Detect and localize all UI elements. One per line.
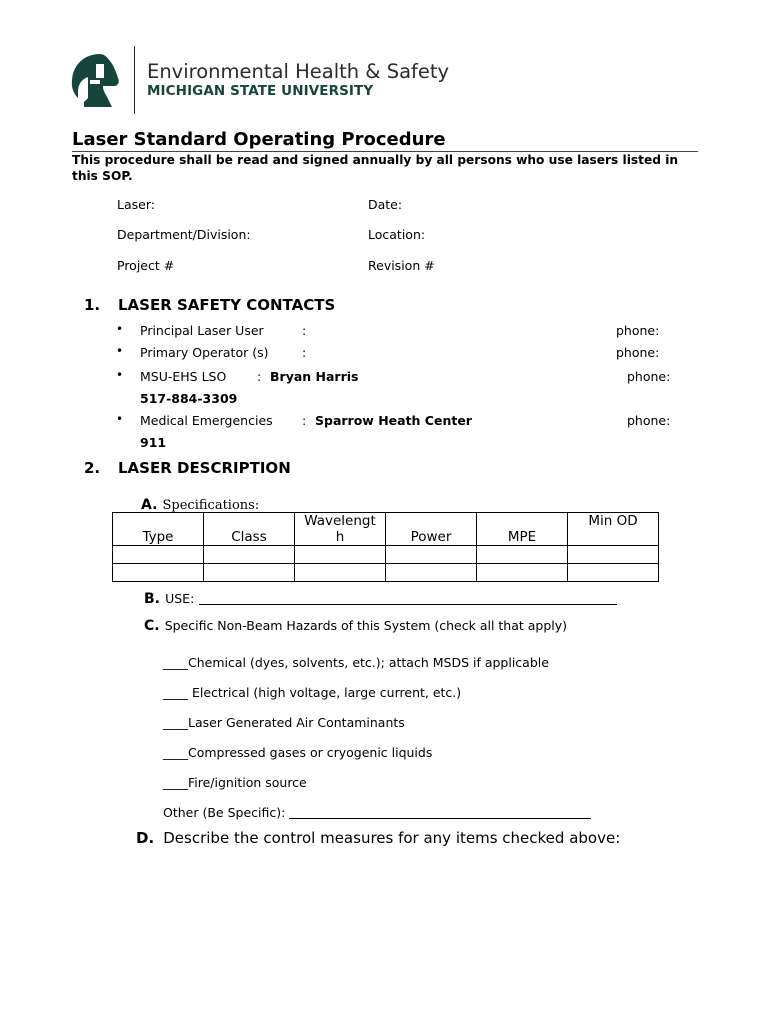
contact-separator: : — [302, 345, 307, 360]
spartan-helmet-logo — [70, 52, 122, 108]
contact-phone-label: phone: — [627, 369, 671, 384]
section2-heading: LASER DESCRIPTION — [118, 459, 291, 477]
org-name-msu: MICHIGAN STATE UNIVERSITY — [147, 83, 374, 99]
hazard-compressed-gases[interactable]: ____Compressed gases or cryogenic liquids — [163, 745, 433, 760]
other-hazard-label: Other (Be Specific): — [163, 805, 286, 820]
table-cell[interactable] — [204, 546, 295, 564]
hazards-label: Specific Non-Beam Hazards of this System (check all that apply) — [164, 618, 568, 633]
control-measures-heading — [136, 828, 620, 847]
logo-divider — [134, 46, 135, 114]
table-header-row — [113, 513, 659, 546]
contact-phone: 517-884-3309 — [140, 391, 238, 406]
table-row — [113, 564, 659, 582]
contact-label: MSU-EHS LSO — [140, 369, 227, 384]
hazards-heading — [144, 615, 567, 634]
contact-separator: : — [257, 369, 262, 384]
contact-label: Medical Emergencies — [140, 413, 273, 428]
table-cell[interactable] — [386, 564, 477, 582]
control-measures-letter: D. — [136, 829, 155, 847]
contact-phone-label: phone: — [616, 345, 660, 360]
table-header-cell: Power — [386, 513, 477, 546]
spec-label: Specifications: — [162, 498, 260, 513]
document-title: Laser Standard Operating Procedure — [72, 129, 446, 150]
contact-phone-label: phone: — [616, 323, 660, 338]
field-project: Project # — [117, 258, 175, 273]
control-measures-label: Describe the control measures for any items checked above: — [163, 829, 621, 847]
contact-name: Bryan Harris — [270, 369, 359, 384]
contact-phone: 911 — [140, 435, 167, 450]
table-cell[interactable] — [386, 546, 477, 564]
contact-label: Principal Laser User — [140, 323, 264, 338]
hazard-fire[interactable]: ____Fire/ignition source — [163, 775, 307, 790]
bullet-icon: • — [116, 412, 124, 426]
table-cell[interactable] — [568, 564, 659, 582]
section2-number: 2. — [84, 459, 101, 477]
hazards-letter: C. — [144, 618, 160, 634]
table-row — [113, 546, 659, 564]
field-date: Date: — [368, 197, 403, 212]
field-department: Department/Division: — [117, 227, 251, 242]
bullet-icon: • — [116, 344, 124, 358]
hazard-electrical[interactable]: ____ Electrical (high voltage, large current, etc.) — [163, 685, 462, 700]
contact-name: Sparrow Heath Center — [315, 413, 472, 428]
table-header-cell: Min OD — [568, 513, 659, 546]
table-cell[interactable] — [568, 546, 659, 564]
table-cell[interactable] — [204, 564, 295, 582]
hazard-air-contaminants[interactable]: ____Laser Generated Air Contaminants — [163, 715, 405, 730]
table-cell[interactable] — [477, 546, 568, 564]
contact-separator: : — [302, 323, 307, 338]
field-revision: Revision # — [368, 258, 435, 273]
spec-heading — [141, 494, 259, 513]
other-hazard-input-line[interactable] — [289, 805, 591, 819]
hazard-chemical[interactable]: ____Chemical (dyes, solvents, etc.); attach MSDS if applicable — [163, 655, 549, 670]
section1-number: 1. — [84, 296, 101, 314]
use-field — [144, 588, 617, 607]
bullet-icon: • — [116, 322, 124, 336]
org-name-ehs: Environmental Health & Safety — [147, 60, 450, 83]
contact-separator: : — [302, 413, 307, 428]
other-hazard-field — [163, 805, 591, 820]
table-header-cell: Wavelength — [295, 513, 386, 546]
table-cell[interactable] — [295, 564, 386, 582]
specifications-table — [112, 512, 659, 582]
table-header-cell: Class — [204, 513, 295, 546]
table-header-cell: MPE — [477, 513, 568, 546]
field-location: Location: — [368, 227, 426, 242]
table-cell[interactable] — [295, 546, 386, 564]
bullet-icon: • — [116, 368, 124, 382]
use-label: USE: — [165, 591, 195, 606]
field-laser: Laser: — [117, 197, 155, 212]
section1-heading: LASER SAFETY CONTACTS — [118, 296, 336, 314]
table-cell[interactable] — [477, 564, 568, 582]
table-header-cell: Type — [113, 513, 204, 546]
use-input-line[interactable] — [199, 590, 617, 605]
contact-phone-label: phone: — [627, 413, 671, 428]
spec-letter: A. — [141, 497, 158, 513]
use-letter: B. — [144, 591, 160, 607]
table-cell[interactable] — [113, 564, 204, 582]
contact-label: Primary Operator (s) — [140, 345, 269, 360]
table-cell[interactable] — [113, 546, 204, 564]
intro-text: This procedure shall be read and signed annually by all persons who use lasers listed in this SOP. — [72, 153, 679, 183]
